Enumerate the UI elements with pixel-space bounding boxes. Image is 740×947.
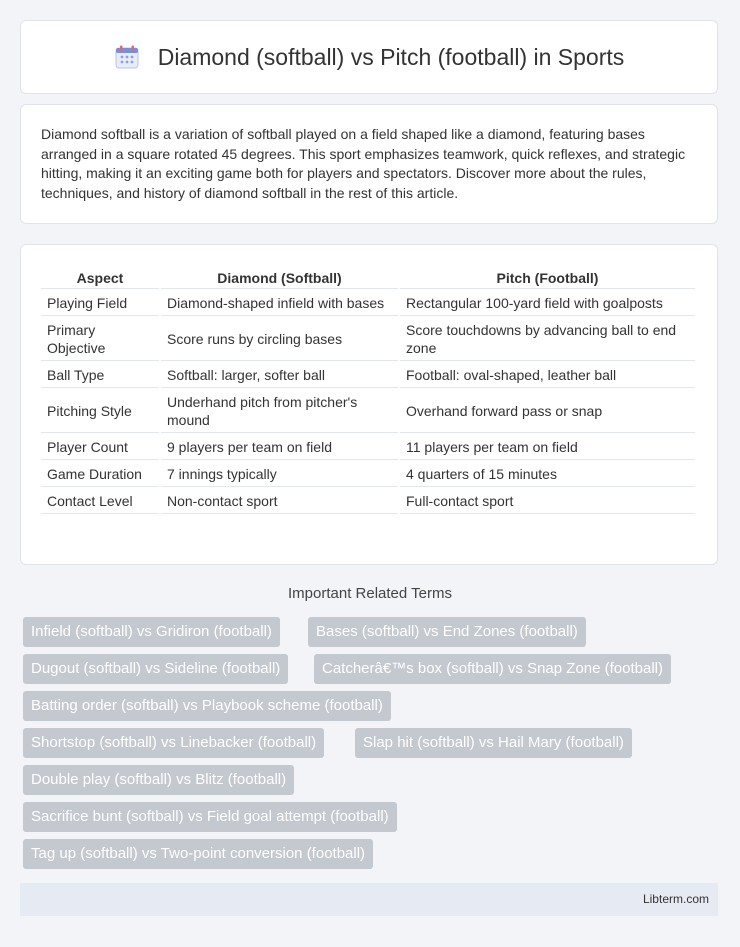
table-row [41,390,695,433]
table-cell: Ball Type [41,363,159,388]
related-term-tag[interactable]: Batting order (softball) vs Playbook scheme (football) [23,691,391,721]
related-term-tag[interactable]: Infield (softball) vs Gridiron (football) [23,617,280,647]
table-cell: Overhand forward pass or snap [400,390,695,433]
table-cell: Score touchdowns by advancing ball to end zone [400,318,695,361]
related-term-tag[interactable]: Bases (softball) vs End Zones (football) [308,617,586,647]
table-cell: Full-contact sport [400,489,695,514]
table-cell: 11 players per team on field [400,435,695,460]
intro-paragraph: Diamond softball is a variation of softball played on a field shaped like a diamond, featuring bases arranged in a square rotated 45 degrees. This sport emphasizes teamwork, quick reflexes, and strategic hitting, making it an exciting game both for players and spectators. Discover more about the rules, techniques, and history of diamond softball in the rest of this article. [41,126,686,201]
column-header: Aspect [41,267,159,289]
table-cell: Score runs by circling bases [161,318,398,361]
table-cell: Playing Field [41,291,159,316]
related-terms-title: Important Related Terms [288,585,452,602]
calendar-icon [114,44,140,70]
table-row [41,489,695,514]
table-cell: Primary Objective [41,318,159,361]
column-header: Pitch (Football) [400,267,695,289]
table-row [41,318,695,361]
header-card [20,20,718,94]
table-cell: Underhand pitch from pitcher's mound [161,390,398,433]
table-cell: 9 players per team on field [161,435,398,460]
related-term-tag[interactable]: Sacrifice bunt (softball) vs Field goal attempt (football) [23,802,397,832]
comparison-table-card [20,244,718,565]
table-row [41,462,695,487]
intro-card [20,104,718,224]
table-cell: Softball: larger, softer ball [161,363,398,388]
table-cell: Game Duration [41,462,159,487]
table-cell: 7 innings typically [161,462,398,487]
table-cell: Pitching Style [41,390,159,433]
table-cell: 4 quarters of 15 minutes [400,462,695,487]
column-header: Diamond (Softball) [161,267,398,289]
related-term-tag[interactable]: Dugout (softball) vs Sideline (football) [23,654,288,684]
related-term-tag[interactable]: Shortstop (softball) vs Linebacker (football) [23,728,324,758]
table-header-row [41,267,695,289]
related-term-tag[interactable]: Catcherâ€™s box (softball) vs Snap Zone (football) [314,654,671,684]
table-cell: Contact Level [41,489,159,514]
table-row [41,363,695,388]
page-title: Diamond (softball) vs Pitch (football) in Sports [157,43,625,70]
related-term-tag[interactable]: Double play (softball) vs Blitz (football) [23,765,294,795]
table-cell: Rectangular 100-yard field with goalposts [400,291,695,316]
related-term-tag[interactable]: Tag up (softball) vs Two-point conversion (football) [23,839,373,869]
table-row [41,291,695,316]
table-cell: Football: oval-shaped, leather ball [400,363,695,388]
table-cell: Player Count [41,435,159,460]
table-cell: Diamond-shaped infield with bases [161,291,398,316]
related-term-tag[interactable]: Slap hit (softball) vs Hail Mary (football) [355,728,632,758]
table-row [41,435,695,460]
footer-brand[interactable]: Libterm.com [642,892,709,906]
comparison-table [39,265,697,516]
footer [20,883,718,916]
table-cell: Non-contact sport [161,489,398,514]
